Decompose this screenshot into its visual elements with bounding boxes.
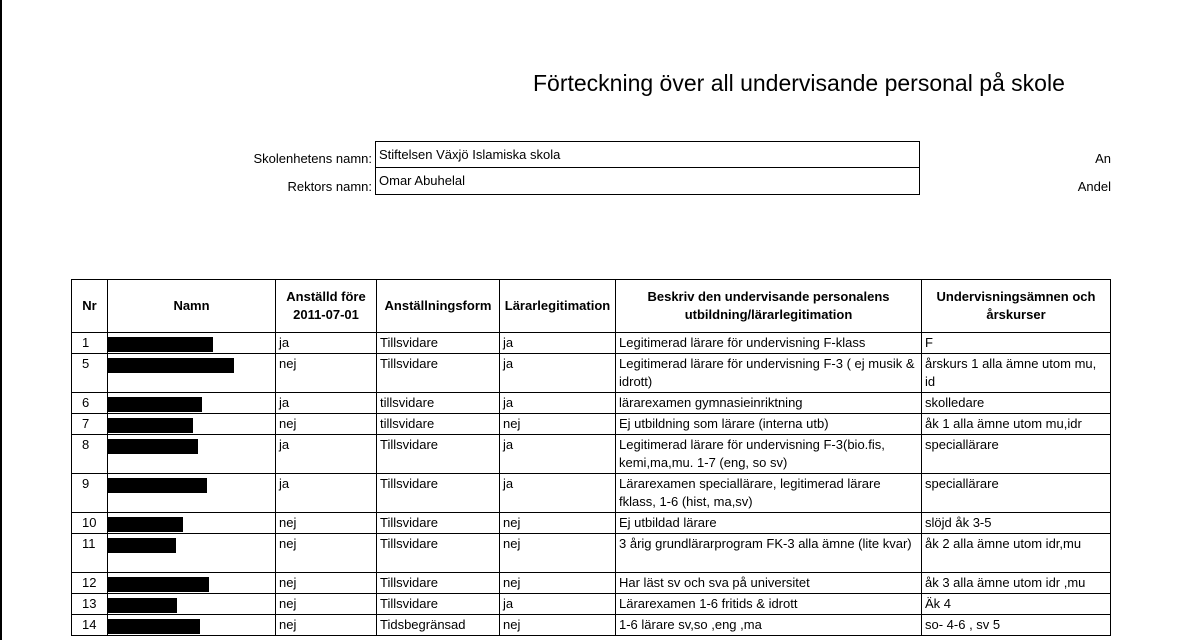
row-hired-cell: nej xyxy=(276,615,377,636)
row-name-cell xyxy=(108,414,276,435)
row-nr-cell: 11 xyxy=(72,534,108,573)
table-row xyxy=(72,534,1111,573)
row-education-cell: Legitimerad lärare för undervisning F-3 ( ej musik & idrott) xyxy=(616,354,922,393)
row-hired-cell: nej xyxy=(276,573,377,594)
row-form-cell: Tidsbegränsad xyxy=(377,615,500,636)
row-license-cell: nej xyxy=(500,573,616,594)
row-name-cell xyxy=(108,573,276,594)
row-hired-cell: ja xyxy=(276,393,377,414)
table-row xyxy=(72,573,1111,594)
header-education: Beskriv den undervisande personalens utbildning/lärarlegitimation xyxy=(616,280,922,333)
row-form-cell: tillsvidare xyxy=(377,414,500,435)
table-row xyxy=(72,513,1111,534)
row-subjects-cell: speciallärare xyxy=(922,474,1111,513)
row-education-cell: Lärarexamen speciallärare, legitimerad lärare fklass, 1-6 (hist, ma,sv) xyxy=(616,474,922,513)
table-header-row xyxy=(72,280,1111,333)
row-education-cell: Har läst sv och sva på universitet xyxy=(616,573,922,594)
row-nr-cell: 7 xyxy=(72,414,108,435)
row-form-cell: Tillsvidare xyxy=(377,354,500,393)
table-row xyxy=(72,414,1111,435)
redacted-name-bar xyxy=(108,397,202,412)
row-license-cell: ja xyxy=(500,594,616,615)
table-row xyxy=(72,333,1111,354)
row-name-cell xyxy=(108,354,276,393)
redacted-name-bar xyxy=(108,358,234,373)
row-nr-cell: 8 xyxy=(72,435,108,474)
redacted-name-bar xyxy=(108,598,177,613)
row-form-cell: Tillsvidare xyxy=(377,333,500,354)
row-education-cell: Legitimerad lärare för undervisning F-klass xyxy=(616,333,922,354)
staff-table-body xyxy=(72,333,1111,636)
row-hired-cell: nej xyxy=(276,354,377,393)
row-education-cell: Lärarexamen 1-6 fritids & idrott xyxy=(616,594,922,615)
row-subjects-cell: åk 2 alla ämne utom idr,mu xyxy=(922,534,1111,573)
row-license-cell: ja xyxy=(500,435,616,474)
row-subjects-cell: F xyxy=(922,333,1111,354)
row-nr-cell: 12 xyxy=(72,573,108,594)
principal-name-field[interactable]: Omar Abuhelal xyxy=(375,168,920,195)
redacted-name-bar xyxy=(108,337,213,352)
redacted-name-bar xyxy=(108,517,183,532)
row-license-cell: nej xyxy=(500,414,616,435)
school-name-field[interactable]: Stiftelsen Växjö Islamiska skola xyxy=(375,141,920,168)
table-row xyxy=(72,474,1111,513)
row-subjects-cell: skolledare xyxy=(922,393,1111,414)
side-label-share-1: An xyxy=(1095,151,1111,166)
row-nr-cell: 10 xyxy=(72,513,108,534)
redacted-name-bar xyxy=(108,418,193,433)
table-row xyxy=(72,393,1111,414)
row-name-cell xyxy=(108,513,276,534)
row-license-cell: ja xyxy=(500,474,616,513)
row-license-cell: ja xyxy=(500,354,616,393)
row-nr-cell: 6 xyxy=(72,393,108,414)
page-left-border xyxy=(0,0,2,640)
table-row xyxy=(72,435,1111,474)
row-hired-cell: nej xyxy=(276,414,377,435)
header-name: Namn xyxy=(108,280,276,333)
row-form-cell: Tillsvidare xyxy=(377,435,500,474)
table-row xyxy=(72,615,1111,636)
row-license-cell: nej xyxy=(500,513,616,534)
row-name-cell xyxy=(108,615,276,636)
redacted-name-bar xyxy=(108,538,176,553)
redacted-name-bar xyxy=(108,439,198,454)
row-education-cell: Ej utbildad lärare xyxy=(616,513,922,534)
row-license-cell: ja xyxy=(500,333,616,354)
row-education-cell: 1-6 lärare sv,so ,eng ,ma xyxy=(616,615,922,636)
table-row xyxy=(72,354,1111,393)
row-nr-cell: 13 xyxy=(72,594,108,615)
row-subjects-cell: Äk 4 xyxy=(922,594,1111,615)
row-nr-cell: 9 xyxy=(72,474,108,513)
row-license-cell: nej xyxy=(500,534,616,573)
row-name-cell xyxy=(108,435,276,474)
redacted-name-bar xyxy=(108,619,200,634)
row-form-cell: Tillsvidare xyxy=(377,594,500,615)
table-row xyxy=(72,594,1111,615)
redacted-name-bar xyxy=(108,478,207,493)
staff-table xyxy=(71,279,1111,636)
header-nr: Nr xyxy=(72,280,108,333)
header-hired-before: Anställd före 2011-07-01 xyxy=(276,280,377,333)
row-subjects-cell: slöjd åk 3-5 xyxy=(922,513,1111,534)
row-hired-cell: nej xyxy=(276,513,377,534)
row-name-cell xyxy=(108,393,276,414)
row-form-cell: Tillsvidare xyxy=(377,474,500,513)
header-teacher-license: Lärarlegitimation xyxy=(500,280,616,333)
header-subjects: Undervisningsämnen och årskurser xyxy=(922,280,1111,333)
row-name-cell xyxy=(108,534,276,573)
row-subjects-cell: åk 3 alla ämne utom idr ,mu xyxy=(922,573,1111,594)
row-hired-cell: nej xyxy=(276,534,377,573)
side-label-share-2: Andel xyxy=(1077,179,1111,194)
row-license-cell: nej xyxy=(500,615,616,636)
redacted-name-bar xyxy=(108,577,209,592)
row-nr-cell: 1 xyxy=(72,333,108,354)
row-education-cell: 3 årig grundlärarprogram FK-3 alla ämne (lite kvar) xyxy=(616,534,922,573)
row-form-cell: tillsvidare xyxy=(377,393,500,414)
principal-name-label: Rektors namn: xyxy=(287,179,372,194)
row-nr-cell: 5 xyxy=(72,354,108,393)
row-form-cell: Tillsvidare xyxy=(377,573,500,594)
row-form-cell: Tillsvidare xyxy=(377,534,500,573)
header-employment-form: Anställningsform xyxy=(377,280,500,333)
row-education-cell: lärarexamen gymnasieinriktning xyxy=(616,393,922,414)
row-name-cell xyxy=(108,333,276,354)
row-subjects-cell: åk 1 alla ämne utom mu,idr xyxy=(922,414,1111,435)
row-form-cell: Tillsvidare xyxy=(377,513,500,534)
row-education-cell: Ej utbildning som lärare (interna utb) xyxy=(616,414,922,435)
row-license-cell: ja xyxy=(500,393,616,414)
row-hired-cell: ja xyxy=(276,333,377,354)
row-nr-cell: 14 xyxy=(72,615,108,636)
school-name-label: Skolenhetens namn: xyxy=(253,151,372,166)
row-subjects-cell: speciallärare xyxy=(922,435,1111,474)
row-subjects-cell: årskurs 1 alla ämne utom mu, id xyxy=(922,354,1111,393)
row-education-cell: Legitimerad lärare för undervisning F-3(bio.fis, kemi,ma,mu. 1-7 (eng, so sv) xyxy=(616,435,922,474)
row-hired-cell: ja xyxy=(276,435,377,474)
row-name-cell xyxy=(108,474,276,513)
row-name-cell xyxy=(108,594,276,615)
row-hired-cell: nej xyxy=(276,594,377,615)
row-subjects-cell: so- 4-6 , sv 5 xyxy=(922,615,1111,636)
document-title: Förteckning över all undervisande personal på skole xyxy=(533,70,1065,96)
row-hired-cell: ja xyxy=(276,474,377,513)
